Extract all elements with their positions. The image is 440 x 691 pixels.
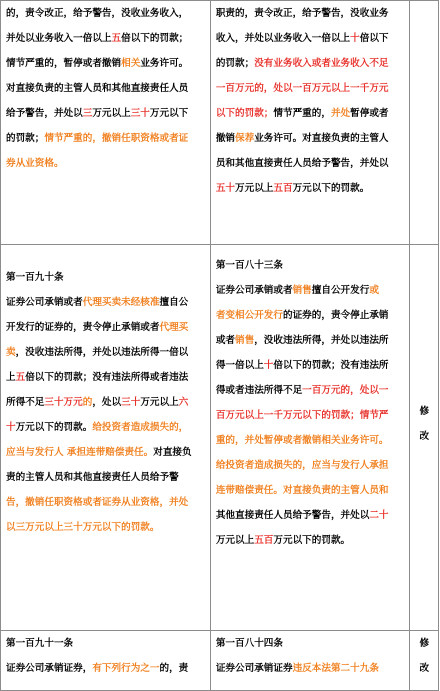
- text-line: [216, 403, 406, 428]
- text-segment: 的罚款；: [6, 133, 45, 144]
- text-segment: 十: [350, 33, 360, 44]
- text-line: [6, 515, 206, 540]
- text-line: [216, 631, 406, 656]
- text-segment: 情节严重的，暂停或者撤销: [6, 58, 122, 69]
- text-segment: 第一百八十三条: [215, 260, 283, 271]
- text-segment: 六: [178, 397, 189, 408]
- text-line: [216, 503, 406, 528]
- text-segment: 并处以业务收入一倍以上: [6, 33, 112, 44]
- text-line: [216, 278, 406, 303]
- text-line: [6, 440, 206, 465]
- text-segment: 第一百九十一条: [6, 638, 74, 649]
- new-article-cell: [210, 245, 410, 631]
- text-segment: 重的，并处暂停或者撤销相关业务许可。: [215, 435, 389, 446]
- text-line: [6, 465, 206, 490]
- text-line: [216, 126, 406, 151]
- old-article-cell: [1, 1, 211, 245]
- new-article-cell: [210, 1, 410, 245]
- text-segment: 代理买: [159, 322, 189, 333]
- note-cell: [410, 245, 439, 631]
- note-text: 改: [419, 431, 430, 442]
- text-line: [6, 76, 206, 101]
- text-segment: 销售: [292, 285, 312, 296]
- text-segment: 得一倍以上: [215, 360, 264, 371]
- text-segment: 十: [6, 422, 16, 433]
- text-segment: 五百: [273, 183, 293, 194]
- text-segment: 销售: [235, 335, 255, 346]
- text-segment: 收入，并处以业务收入一倍以上: [215, 33, 351, 44]
- text-segment: 暂停或者: [350, 108, 389, 119]
- text-segment: ，处以: [92, 397, 122, 408]
- note-cell: [410, 1, 439, 245]
- text-segment: 证券公司承销证券: [215, 663, 293, 674]
- text-line: [6, 315, 206, 340]
- text-line: [6, 365, 206, 390]
- text-segment: 并处: [330, 108, 351, 119]
- text-segment: 十: [263, 360, 274, 371]
- text-line: [6, 51, 206, 76]
- text-segment: 对直接负: [153, 447, 192, 458]
- text-segment: 连带赔偿责任。对直接负责的主管人员和: [215, 485, 389, 496]
- text-segment: 五百: [254, 535, 274, 546]
- text-line: [216, 303, 406, 328]
- text-line: [6, 265, 206, 290]
- note-text: 修: [419, 638, 430, 649]
- text-segment: 万元以上: [215, 535, 255, 546]
- text-segment: 业务许可。对直接负责的主管人: [254, 133, 389, 144]
- text-segment: 违反本法第二十九条: [292, 663, 379, 674]
- text-segment: 上: [6, 372, 16, 383]
- text-line: [6, 415, 206, 440]
- text-line: [6, 490, 206, 515]
- text-segment: 证券公司承销证券，: [6, 663, 93, 674]
- text-line: [6, 1, 206, 26]
- text-segment: 五十: [215, 183, 236, 194]
- text-segment: 二十: [369, 510, 389, 521]
- text-line: [216, 528, 406, 553]
- text-segment: 擅自公: [159, 297, 189, 308]
- text-line: [216, 328, 406, 353]
- text-line: [216, 453, 406, 478]
- text-segment: ，没收违法所得，并处以违法所: [254, 335, 389, 346]
- text-segment: 一百万元的，处以一: [302, 385, 389, 396]
- text-segment: 万元以上: [140, 397, 179, 408]
- text-segment: 应当与发行人 承担连带赔偿责任。: [6, 447, 154, 458]
- text-segment: 万元以下: [149, 108, 189, 119]
- table-row: [1, 1, 439, 245]
- text-segment: 代理买卖未经核准: [82, 297, 160, 308]
- text-segment: 第一百九十条: [6, 272, 64, 283]
- note-text: 改: [419, 663, 430, 674]
- text-line: [6, 126, 206, 151]
- text-segment: 没有业务收入或者业务收入不足: [254, 58, 389, 69]
- text-line: [216, 656, 406, 681]
- text-segment: 所得不足: [6, 397, 45, 408]
- text-segment: 其他直接责任人员给予警告，并处以: [215, 510, 370, 521]
- text-segment: 的，责令改正，给予警告，没收业务收入，: [6, 8, 189, 19]
- text-line: [216, 176, 406, 201]
- text-segment: 倍以下的罚款；: [121, 33, 189, 44]
- text-line: [216, 76, 406, 101]
- text-line: [6, 340, 206, 365]
- text-segment: 以下的罚款；: [215, 108, 274, 119]
- text-segment: 以三万元以上三十万元以下的罚款。: [6, 522, 160, 533]
- text-line: [216, 353, 406, 378]
- text-segment: 给投资者造成损失的，: [92, 422, 189, 433]
- text-segment: 三十: [130, 108, 150, 119]
- text-segment: 对直接负责的主管人员和其他直接责任人员: [6, 83, 189, 94]
- text-segment: 的证券的，责令停止承销: [282, 310, 389, 321]
- text-segment: 相关: [121, 58, 141, 69]
- text-segment: 情节严重的，撤销任职资格或者证: [44, 133, 189, 144]
- text-segment: 证券公司承销或者: [215, 285, 293, 296]
- text-segment: 倍以下的罚款；没有违法所: [273, 360, 389, 371]
- text-line: [216, 478, 406, 503]
- text-line: [216, 101, 406, 126]
- text-line: [6, 151, 206, 176]
- text-line: [6, 631, 206, 656]
- text-line: [6, 101, 206, 126]
- text-segment: 职责的，责令改正，给予警告，没收业务: [215, 8, 389, 19]
- text-segment: 员和其他直接责任人员给予警告，并处以: [215, 158, 389, 169]
- text-line: [216, 378, 406, 403]
- text-line: [6, 26, 206, 51]
- text-segment: 得或者违法所得不足: [215, 385, 303, 396]
- text-segment: 有下列行为之一: [92, 663, 160, 674]
- text-segment: 业务许可。: [140, 58, 189, 69]
- text-segment: 三十万元: [44, 397, 83, 408]
- note-text: 修: [419, 406, 430, 417]
- text-segment: 或: [369, 285, 379, 296]
- text-segment: 的罚款；: [215, 58, 255, 69]
- old-article-cell: [1, 245, 211, 631]
- text-segment: 倍以下: [359, 33, 389, 44]
- text-line: [216, 26, 406, 51]
- text-segment: 的: [82, 397, 93, 408]
- text-segment: 五: [111, 33, 122, 44]
- text-segment: 万元以上: [235, 183, 274, 194]
- text-segment: 给投资者造成损失的，应当与发行人承担: [215, 460, 389, 471]
- text-segment: 情节严重的，: [273, 108, 331, 119]
- text-segment: 百万元以上一千万元以下的罚款；情节严: [215, 410, 389, 421]
- table-row: [1, 245, 439, 631]
- text-segment: 卖: [6, 347, 16, 358]
- text-segment: 责的主管人员和其他直接责任人员给予警: [6, 472, 179, 483]
- text-segment: 保荐: [235, 133, 255, 144]
- text-segment: 万元以下的罚款。: [273, 535, 351, 546]
- text-segment: 券从业资格。: [6, 158, 64, 169]
- text-segment: 告，撤销任职资格或者证券从业资格，并处: [6, 497, 189, 508]
- text-line: [216, 1, 406, 26]
- text-line: [216, 428, 406, 453]
- text-line: [216, 151, 406, 176]
- text-segment: 者变相公开发行: [215, 310, 283, 321]
- text-line: [6, 290, 206, 315]
- text-line: [6, 390, 206, 415]
- text-segment: 撤销: [215, 133, 236, 144]
- text-segment: 的，责: [159, 663, 189, 674]
- text-segment: 第一百八十四条: [215, 638, 283, 649]
- text-line: [6, 656, 206, 681]
- text-segment: 证券公司承销或者: [6, 297, 83, 308]
- text-segment: 三十: [121, 397, 141, 408]
- text-segment: 倍以下的罚款；没有违法所得或者违法: [25, 372, 189, 383]
- text-segment: 五: [15, 372, 26, 383]
- text-line: [216, 253, 406, 278]
- text-segment: 一百万元的，处以一百万元以上一千万元: [215, 83, 389, 94]
- text-segment: 擅自公开发行: [311, 285, 370, 296]
- text-segment: 三: [82, 108, 93, 119]
- text-segment: 给予警告，并处以: [6, 108, 83, 119]
- text-segment: 万元以下的罚款。: [292, 183, 370, 194]
- text-segment: 万元以上: [92, 108, 131, 119]
- text-segment: ，没收违法所得，并处以违法所得一倍以: [15, 347, 189, 358]
- text-segment: 或者: [215, 335, 236, 346]
- text-segment: 万元以下的罚款。: [15, 422, 93, 433]
- text-line: [216, 51, 406, 76]
- text-segment: 开发行的证券的，责令停止承销或者: [6, 322, 160, 333]
